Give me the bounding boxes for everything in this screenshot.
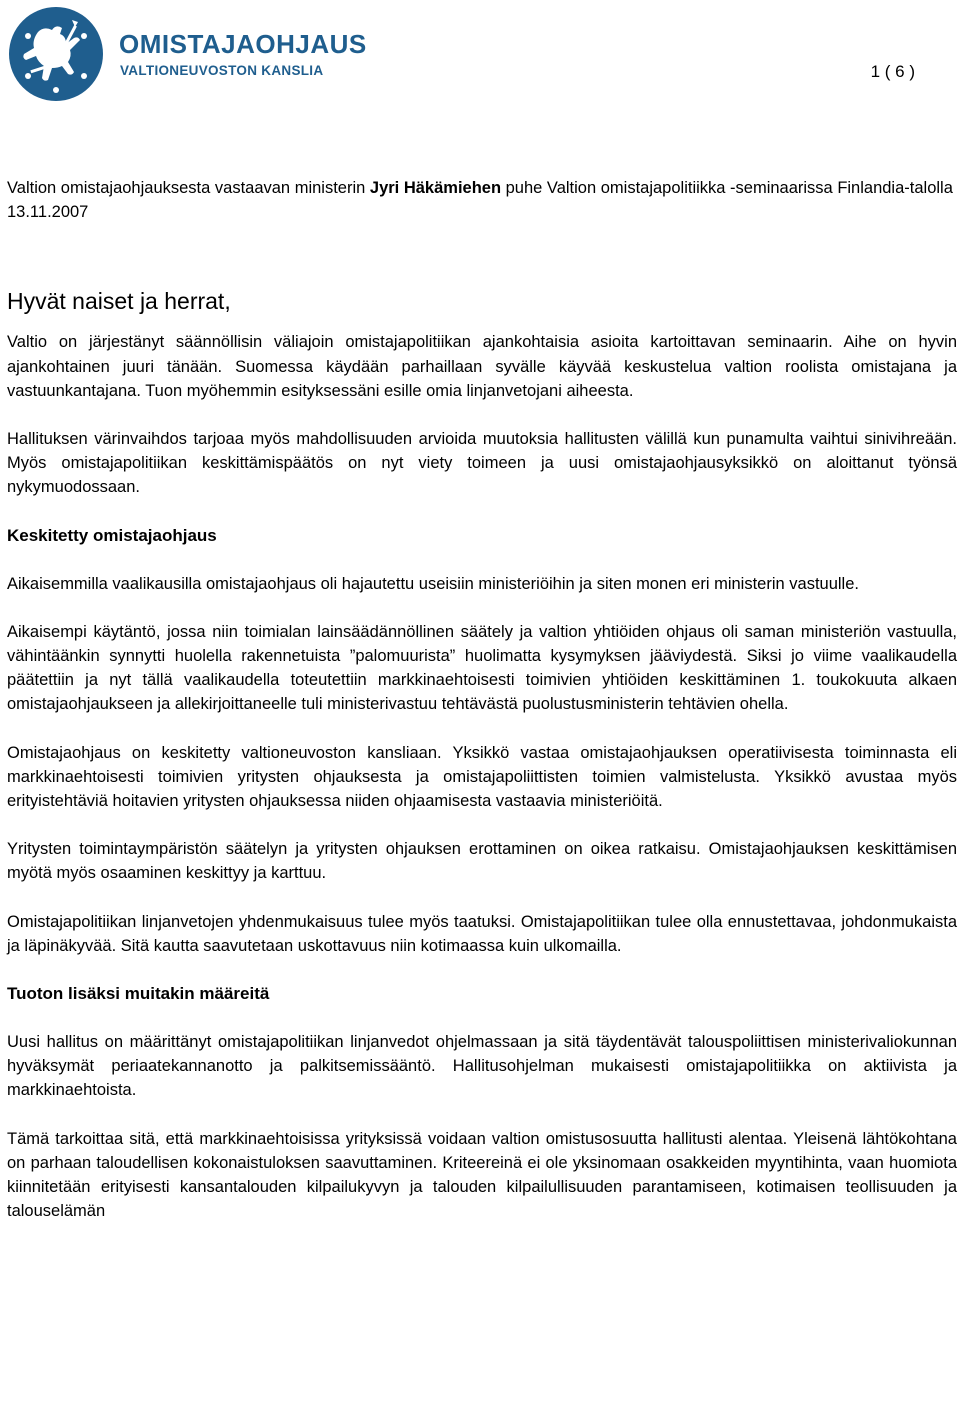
paragraph: Omistajaohjaus on keskitetty valtioneuvoston kansliaan. Yksikkö vastaa omistajaohjauksen operatiivisesta toiminnasta eli markkinaehtoisesti toimivien yritysten ohjauksesta ja omistajapoliittisten toimien valmistelusta. Yksikkö avustaa myös erityistehtäviä hoitavien yritysten ohjauksessa niiden ohjaamisesta vastaavia ministeriöitä.	[7, 743, 957, 811]
logo-subtitle: VALTIONEUVOSTON KANSLIA	[120, 63, 324, 78]
intro-text-before: Valtion omistajaohjauksesta vastaavan ministerin	[7, 179, 370, 197]
page-number: 1 ( 6 )	[870, 62, 915, 81]
paragraph: Aikaisemmilla vaalikausilla omistajaohjaus oli hajautettu useisiin ministeriöihin ja siten monen eri ministerin vastuulle.	[7, 574, 859, 593]
minister-name: Jyri Häkämiehen	[369, 179, 502, 197]
intro-text-after: puhe Valtion omistajapolitiikka -seminaarissa Finlandia-talolla 13.11.2007	[7, 179, 953, 222]
paragraph: Omistajapolitiikan linjanvetojen yhdenmukaisuus tulee myös taatuksi. Omistajapolitiikan tulee olla ennustettavaa, johdonmukaista ja läpinäkyvää. Sitä kautta saavutetaan uskottavuus niin kotimaassa kuin ulkomailla.	[7, 912, 957, 955]
page-header	[0, 0, 960, 110]
paragraph: Hallituksen värinvaihdos tarjoaa myös mahdollisuuden arvioida muutoksia hallitusten välillä kun punamulta vaihtui sinivihreään. Myös omistajapolitiikan keskittämispäätös on nyt viety toimeen ja uusi omistajaohjausyksikkö on aloittanut työnsä nykymuodossaan.	[7, 430, 957, 497]
paragraph: Uusi hallitus on määrittänyt omistajapolitiikan linjanvedot ohjelmassaan ja sitä täydentävät talouspoliittisen ministerivaliokunnan hyväksymät periaatekannanotto ja palkitsemissääntö. Hallitusohjelman mukaisesti omistajapolitiikka on aktiivista ja markkinaehtoista.	[7, 1033, 957, 1100]
paragraph: Tämä tarkoittaa sitä, että markkinaehtoisissa yrityksissä voidaan valtion omistusosuutta hallitusti alentaa. Yleisenä lähtökohtana on parhaan taloudellisen kokonaistuloksen saavuttaminen. Kriteereinä ei ole yksinomaan osakkeiden myyntihinta, vaan huomiota kiinnitetään erityisesti kansantalouden kilpailukyvyn ja talouden kilpailullisuuden parantamiseen, kotimaisen teollisuuden ja talouselämän	[7, 1129, 957, 1221]
salutation: Hyvät naiset ja herrat,	[7, 288, 231, 315]
section-heading: Tuoton lisäksi muitakin määreitä	[7, 984, 270, 1004]
paragraph: Valtio on järjestänyt säännöllisin väliajoin omistajapolitiikan ajankohtaisia asioita kartoittavan seminaarin. Aihe on hyvin ajankohtainen juuri tänään. Suomessa käydään parhaillaan syvälle käyvää keskustelua valtion roolista omistajana ja vastuunkantajana. Tuon myöhemmin esityksessäni esille omia linjanvetojani aiheesta.	[7, 333, 957, 400]
paragraph: Aikaisempi käytäntö, jossa niin toimialan lainsäädännöllinen säätely ja valtion yhtiöiden ohjaus oli saman ministeriön vastuulla, vähintäänkin synnytti huolella rakennetuista ”palomuurista” huolimatta kysymyksen jääviydestä. Siksi jo viime vaalikaudella päätettiin ja nyt tällä vaalikaudella toteutettiin markkinaehtoisesti toimivien yhtiöiden keskittäminen 1. toukokuuta alkaen omistajaohjaukseen ja allekirjoittaneelle tuli ministerivastuu tehtävästä puolustusministerin tehtävien ohella.	[7, 622, 957, 714]
paragraph: Yritysten toimintaympäristön säätelyn ja yritysten ohjauksen erottaminen on oikea ratkaisu. Omistajaohjauksen keskittämisen myötä myös osaaminen keskittyy ja karttuu.	[7, 840, 957, 883]
section-heading: Keskitetty omistajaohjaus	[7, 525, 217, 545]
document-body	[7, 176, 957, 1247]
speech-intro	[7, 176, 957, 224]
logo-title: OMISTAJAOHJAUS	[119, 29, 367, 59]
coat-of-arms-icon	[8, 6, 104, 102]
